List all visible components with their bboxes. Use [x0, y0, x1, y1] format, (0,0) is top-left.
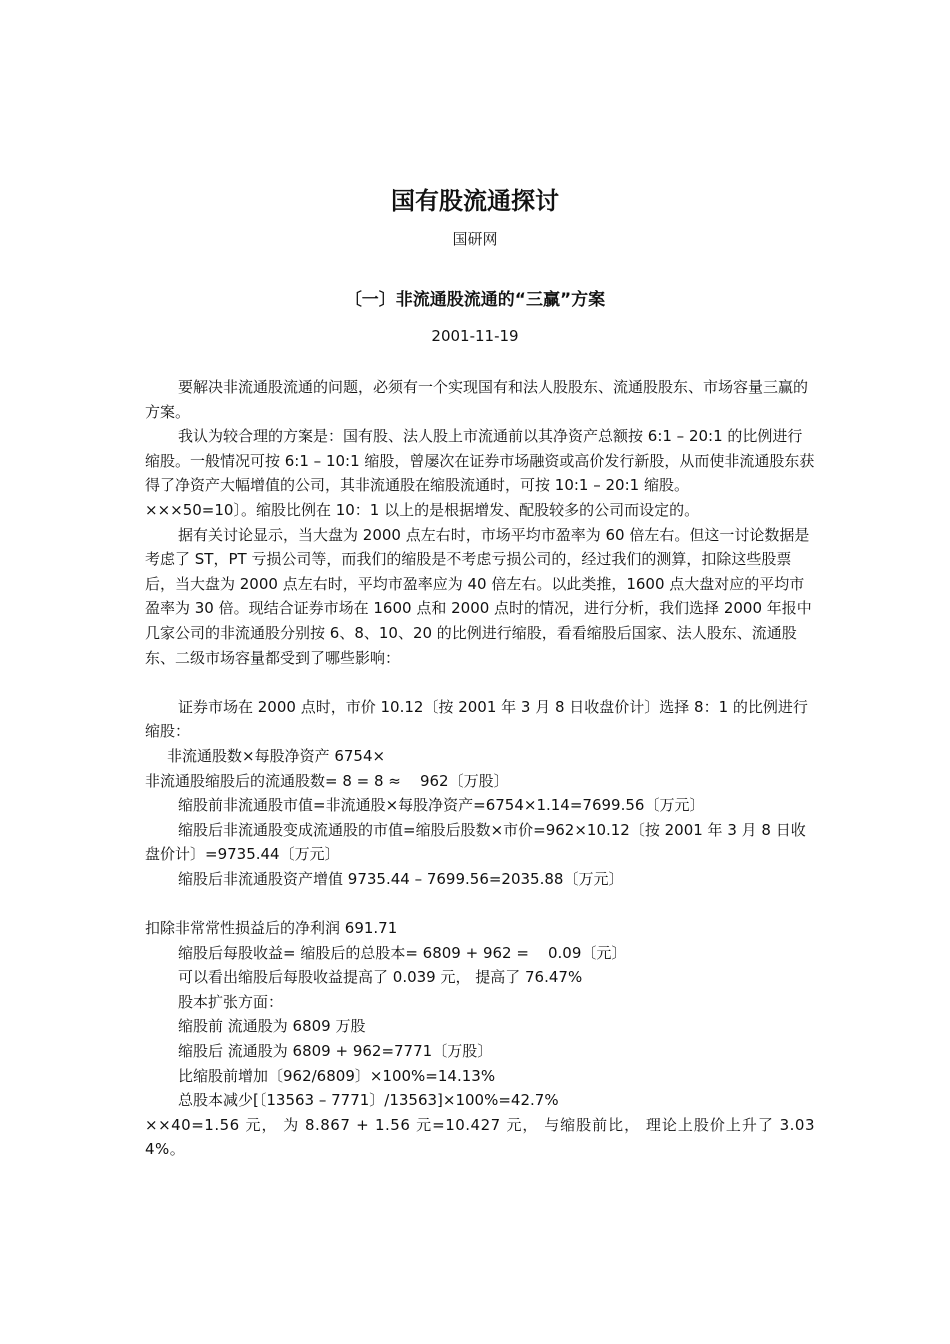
section-title: 〔一〕非流通股流通的“三赢”方案	[344, 290, 606, 310]
paragraph: 股本扩张方面：	[178, 992, 284, 1011]
paragraph: 我认为较合理的方案是：国有股、法人股上市流通前以其净资产总额按 6:1 – 20:1 的比例进行缩股。一般情况可按 6:1 – 10:1 缩股，曾屡次在证券市场融资或高价发行新股，从而使非流通股东获得了净资产大幅增值的公司，其非流通股在缩股流通时，可按 10:1 – 20:1 缩股。	[145, 427, 815, 495]
formula-line: 缩股后非流通股变成流通股的市值=缩股后股数×市价=962×10.12〔按 2001 年 3 月 8 日收盘价计〕=9735.44〔万元〕	[145, 820, 806, 864]
paragraph: ××40=1.56 元， 为 8.867 + 1.56 元=10.427 元， 与缩股前比， 理论上股价上升了 3.034%。	[145, 1115, 815, 1159]
paragraph: 缩股前 流通股为 6809 万股	[178, 1017, 366, 1036]
document-date: 2001-11-19	[431, 327, 519, 345]
formula-line: 缩股后每股收益= 缩股后的总股本= 6809 + 962 = 0.09〔元〕	[178, 943, 627, 962]
document-body	[145, 375, 815, 1162]
paragraph: 缩股后 流通股为 6809 + 962=7771〔万股〕	[178, 1042, 493, 1061]
paragraph: ×××50=10〕。缩股比例在 10：1 以上的是根据增发、配股较多的公司而设定的。	[145, 500, 700, 519]
paragraph: 可以看出缩股后每股收益提高了 0.039 元， 提高了 76.47%	[178, 968, 583, 987]
formula-line: 非流通股数×每股净资产 6754×	[167, 746, 386, 765]
paragraph: 证券市场在 2000 点时，市价 10.12〔按 2001 年 3 月 8 日收盘价计〕选择 8：1 的比例进行缩股：	[145, 697, 808, 741]
document-source: 国研网	[452, 230, 498, 248]
formula-line: 缩股前非流通股市值=非流通股×每股净资产=6754×1.14=7699.56〔万元〕	[178, 796, 705, 815]
document-title: 国有股流通探讨	[391, 187, 559, 215]
spacer	[145, 670, 815, 695]
formula-line: 缩股后非流通股资产增值 9735.44 – 7699.56=2035.88〔万元〕	[178, 869, 624, 888]
spacer	[145, 891, 815, 916]
paragraph: 比缩股前增加〔962/6809〕×100%=14.13%	[178, 1066, 496, 1085]
formula-line: 非流通股缩股后的流通股数= 8 = 8 ≈ 962〔万股〕	[145, 771, 509, 790]
paragraph: 扣除非常常性损益后的净利润 691.71	[145, 919, 398, 938]
paragraph: 要解决非流通股流通的问题，必须有一个实现国有和法人股股东、流通股股东、市场容量三赢的方案。	[145, 378, 809, 421]
paragraph: 据有关讨论显示，当大盘为 2000 点左右时，市场平均市盈率为 60 倍左右。但这一讨论数据是考虑了 ST，PT 亏损公司等，而我们的缩股是不考虑亏损公司的，经过我们的测算，扣除这些股票后，当大盘为 2000 点左右时，平均市盈率应为 40 倍左右。以此类推，1600 点大盘对应的平均市盈率为 30 倍。现结合证券市场在 1600 点和 2000 点时的情况，进行分析，我们选择 2000 年报中几家公司的非流通股分别按 6、8、10、20 的比例进行缩股，看看缩股后国家、法人股东、流通股东、二级市场容量都受到了哪些影响：	[145, 525, 812, 667]
paragraph: 总股本减少[〔13563 – 7771〕/13563]×100%=42.7%	[178, 1091, 559, 1110]
